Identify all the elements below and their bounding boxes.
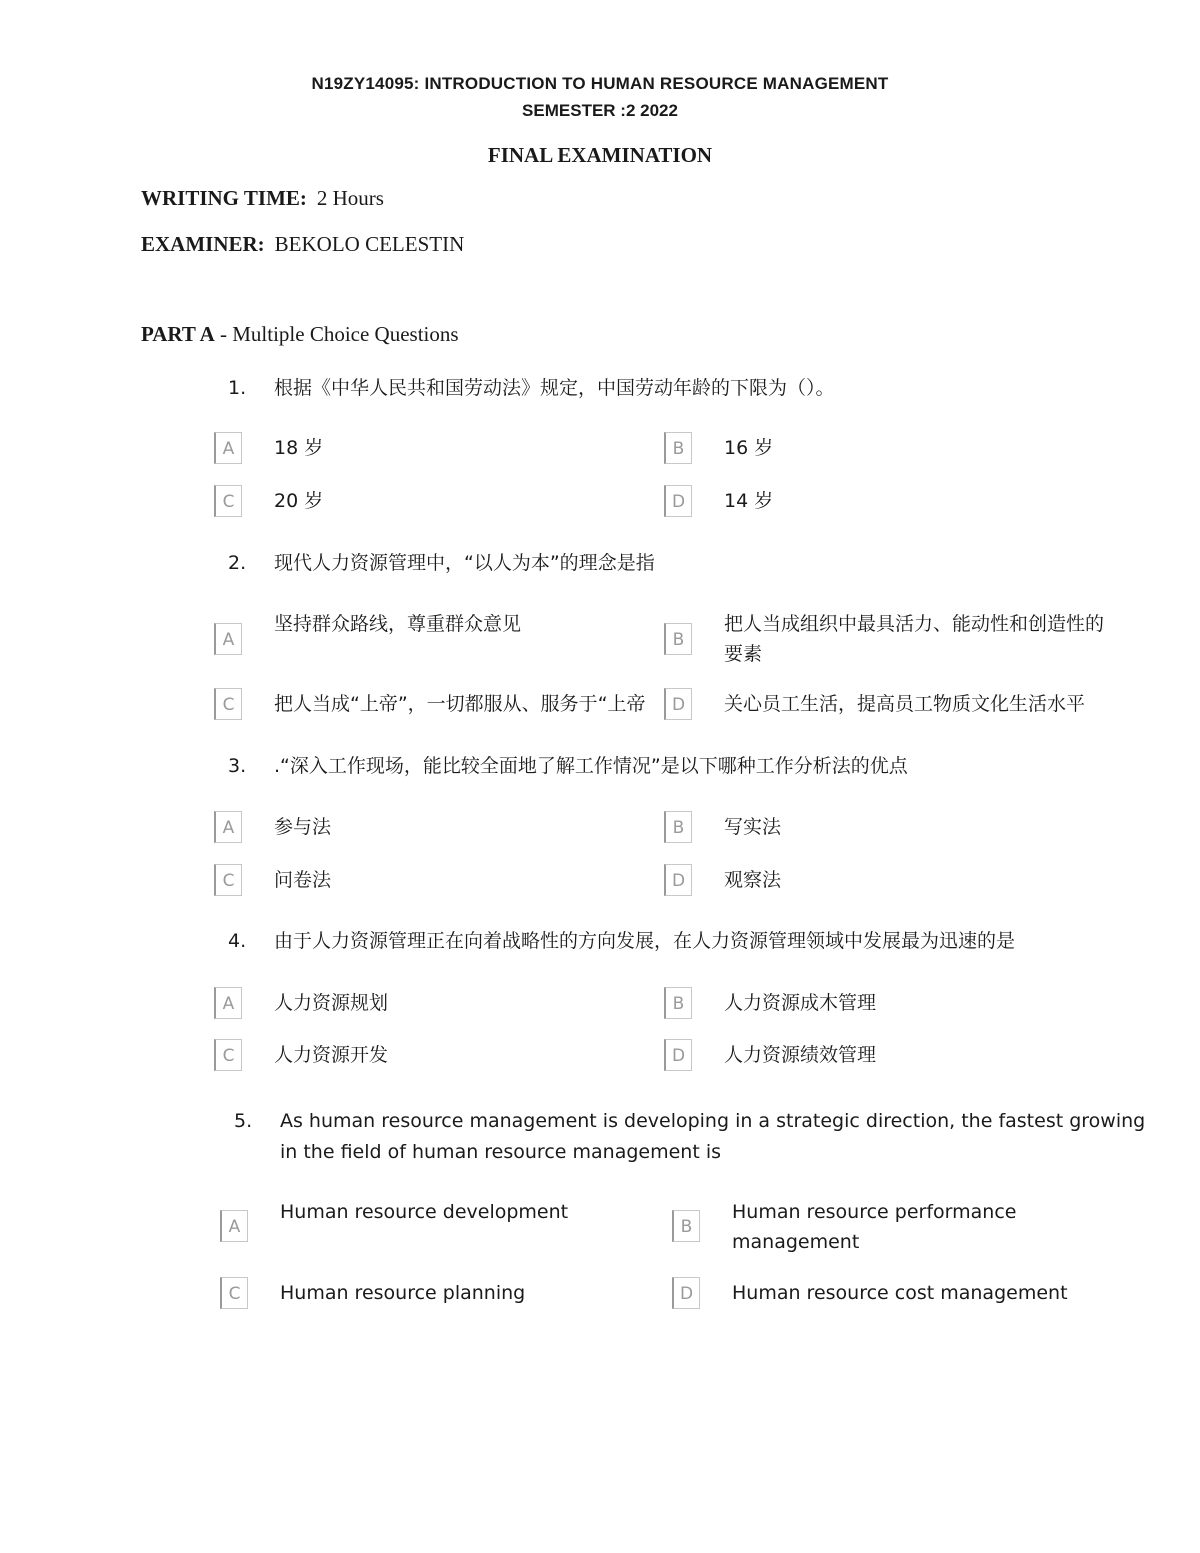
option-text: 16 岁 [724, 437, 774, 459]
option-text: Human resource performance management [732, 1201, 1017, 1253]
question-number: 1. [228, 377, 247, 399]
option-text: 问卷法 [274, 869, 332, 891]
writing-time-line [141, 186, 384, 211]
option-letter-box[interactable]: D [672, 1277, 700, 1309]
option-text: 关心员工生活，提高员工物质文化生活水平 [724, 693, 1086, 715]
question-text-line-1: As human resource management is developing in a strategic direction, the fastest growing [280, 1110, 1146, 1132]
question-text-line-2: in the field of human resource management is [280, 1141, 721, 1163]
question-text: 由于人力资源管理正在向着战略性的方向发展，在人力资源管理领域中发展最为迅速的是 [274, 930, 1016, 952]
option-text: 坚持群众路线，尊重群众意见 [274, 613, 522, 635]
option-letter-box[interactable]: A [220, 1210, 248, 1242]
option-text: 写实法 [724, 816, 782, 838]
option-text: 14 岁 [724, 490, 774, 512]
question-text: .“深入工作现场，能比较全面地了解工作情况”是以下哪种工作分析法的优点 [274, 755, 908, 777]
option-letter-box[interactable]: C [220, 1277, 248, 1309]
examiner-value: BEKOLO CELESTIN [274, 232, 465, 256]
option-text: 观察法 [724, 869, 782, 891]
option-text: Human resource cost management [732, 1282, 1068, 1304]
option-text: 人力资源开发 [274, 1044, 389, 1066]
writing-time-value: 2 Hours [316, 186, 384, 210]
question-number: 4. [228, 930, 247, 952]
option-letter-box[interactable]: D [664, 1039, 692, 1071]
option-text: 参与法 [274, 816, 332, 838]
option-letter-box[interactable]: B [664, 811, 692, 843]
option-letter-box[interactable]: B [664, 432, 692, 464]
option-text: 把人当成“上帝”，一切都服从、服务于“上帝 [274, 693, 646, 715]
option-text: Human resource planning [280, 1282, 526, 1304]
option-letter-box[interactable]: A [214, 432, 242, 464]
option-text: 把人当成组织中最具活力、能动性和创造性的要素 [724, 613, 1105, 665]
option-letter-box[interactable]: D [664, 485, 692, 517]
option-text: Human resource development [280, 1201, 569, 1223]
option-letter-box[interactable]: C [214, 485, 242, 517]
examiner-label: EXAMINER: [141, 232, 265, 256]
option-letter-box[interactable]: A [214, 987, 242, 1019]
option-text: 人力资源绩效管理 [724, 1044, 877, 1066]
option-letter-box[interactable]: D [664, 688, 692, 720]
option-text: 人力资源规划 [274, 992, 389, 1014]
question-number: 2. [228, 552, 247, 574]
option-text: 20 岁 [274, 490, 324, 512]
writing-time-label: WRITING TIME: [141, 186, 307, 210]
option-letter-box[interactable]: C [214, 688, 242, 720]
option-letter-box[interactable]: C [214, 864, 242, 896]
question-number: 5. [234, 1110, 253, 1132]
examiner-line [141, 232, 464, 257]
option-letter-box[interactable]: B [664, 623, 692, 655]
exam-title: FINAL EXAMINATION [487, 143, 713, 167]
option-text: 18 岁 [274, 437, 324, 459]
option-letter-box[interactable]: C [214, 1039, 242, 1071]
option-letter-box[interactable]: A [214, 811, 242, 843]
question-number: 3. [228, 755, 247, 777]
option-letter-box[interactable]: B [672, 1210, 700, 1242]
option-letter-box[interactable]: A [214, 623, 242, 655]
course-title: N19ZY14095: INTRODUCTION TO HUMAN RESOURCE MANAGEMENT [311, 74, 889, 93]
option-letter-box[interactable]: B [664, 987, 692, 1019]
question-text: 现代人力资源管理中，“以人为本”的理念是指 [274, 552, 655, 574]
option-letter-box[interactable]: D [664, 864, 692, 896]
part-a-heading [141, 322, 459, 347]
semester: SEMESTER :2 2022 [522, 101, 678, 120]
part-a-label: PART A [141, 322, 215, 346]
option-text: 人力资源成木管理 [724, 992, 877, 1014]
part-a-title: - Multiple Choice Questions [220, 322, 459, 346]
question-text: 根据《中华人民共和国劳动法》规定，中国劳动年龄的下限为（）。 [274, 377, 835, 399]
